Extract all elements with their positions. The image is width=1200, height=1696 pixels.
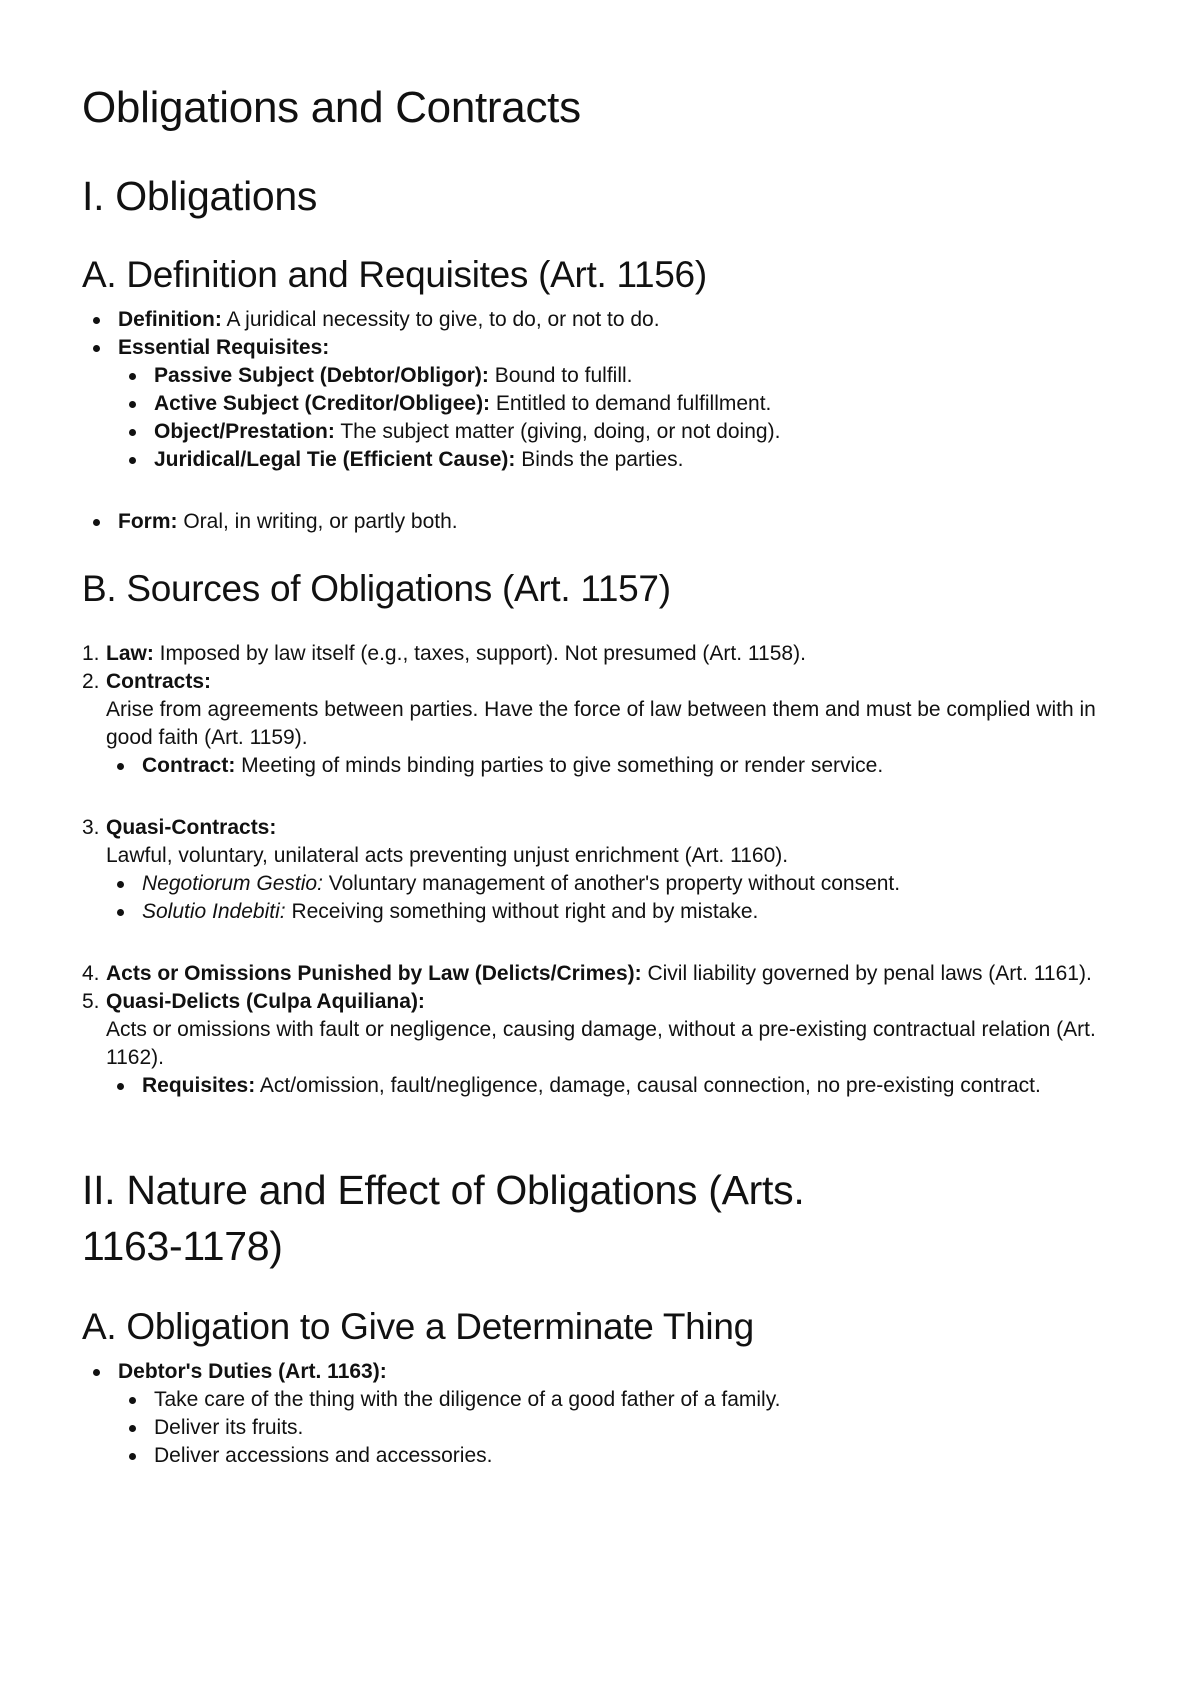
list-item-passive-subject (118, 362, 1118, 390)
list-item-object-prestation (118, 418, 1118, 446)
requisite-label: Passive Subject (Debtor/Obligor): (154, 364, 489, 387)
list-item-solutio-indebiti (106, 898, 1118, 926)
source-label: Law: (106, 642, 154, 665)
requisite-text: Entitled to demand fulfillment. (490, 392, 772, 415)
list-item-requisites (106, 1072, 1118, 1100)
source-text: Civil liability governed by penal laws (Art. 1161). (641, 962, 1092, 985)
form-text: Oral, in writing, or partly both. (177, 510, 458, 533)
list-item-duty: Take care of the thing with the diligence of a good father of a family. (118, 1386, 1118, 1414)
requisite-text: The subject matter (giving, doing, or not doing). (334, 420, 781, 443)
list-item-source-quasi-delicts (82, 988, 1118, 1100)
source-description: Arise from agreements between parties. Have the force of law between them and must be complied with in good faith (Art. 1159). (106, 698, 1096, 749)
source-label: Quasi-Contracts: (106, 816, 277, 839)
list-item-duty: Deliver accessions and accessories. (118, 1442, 1118, 1470)
sub-text: Meeting of minds binding parties to give something or render service. (235, 754, 884, 777)
list-number: 1. (82, 642, 100, 665)
sub-label: Requisites: (142, 1074, 256, 1097)
requisite-text: Binds the parties. (515, 448, 684, 471)
essential-requisites-label: Essential Requisites: (118, 336, 330, 359)
list-item-definition (82, 306, 1118, 334)
subsection-heading-sources: B. Sources of Obligations (Art. 1157) (82, 568, 671, 609)
list-item-form (82, 508, 1118, 536)
sub-text: Voluntary management of another's property without consent. (322, 872, 901, 895)
list-number: 3. (82, 816, 100, 839)
list-item-duty: Deliver its fruits. (118, 1414, 1118, 1442)
requisite-label: Active Subject (Creditor/Obligee): (154, 392, 491, 415)
list-number: 5. (82, 990, 100, 1013)
requisites-list (118, 362, 1118, 474)
list-item-active-subject (118, 390, 1118, 418)
duties-sublist (118, 1386, 1118, 1470)
duties-list (82, 1358, 1118, 1470)
list-item-essential-requisites (82, 334, 1118, 474)
list-item-source-delicts (82, 960, 1118, 988)
list-item-source-quasi-contracts (82, 814, 1118, 926)
list-number: 2. (82, 670, 100, 693)
definition-label: Definition: (118, 308, 222, 331)
sources-list (82, 640, 1118, 1100)
requisite-text: Bound to fulfill. (488, 364, 633, 387)
subsection-heading-definition: A. Definition and Requisites (Art. 1156) (82, 254, 707, 295)
requisite-label: Juridical/Legal Tie (Efficient Cause): (154, 448, 516, 471)
definition-text: A juridical necessity to give, to do, or not to do. (221, 308, 660, 331)
subsection-heading-determinate-thing: A. Obligation to Give a Determinate Thing (82, 1306, 754, 1347)
list-item-contract (106, 752, 1118, 780)
requisite-label: Object/Prestation: (154, 420, 335, 443)
sub-label: Negotiorum Gestio: (142, 872, 323, 895)
source-text: Imposed by law itself (e.g., taxes, support). Not presumed (Art. 1158). (153, 642, 806, 665)
duties-label: Debtor's Duties (Art. 1163): (118, 1360, 387, 1383)
source-sublist (106, 752, 1118, 780)
source-sublist (106, 870, 1118, 926)
sub-label: Solutio Indebiti: (142, 900, 286, 923)
list-item-negotiorum-gestio (106, 870, 1118, 898)
sub-text: Receiving something without right and by mistake. (285, 900, 759, 923)
source-description: Lawful, voluntary, unilateral acts preventing unjust enrichment (Art. 1160). (106, 844, 789, 867)
list-item-source-law (82, 640, 1118, 668)
source-label: Contracts: (106, 670, 212, 693)
source-label: Quasi-Delicts (Culpa Aquiliana): (106, 990, 425, 1013)
sub-text: Act/omission, fault/negligence, damage, causal connection, no pre-existing contract. (255, 1074, 1041, 1097)
section-heading-nature-effect: II. Nature and Effect of Obligations (Arts. 1163-1178) (82, 1167, 805, 1269)
document-title: Obligations and Contracts (82, 83, 581, 132)
list-item-debtor-duties (82, 1358, 1118, 1470)
definition-list (82, 306, 1118, 536)
source-description: Acts or omissions with fault or negligence, causing damage, without a pre-existing contractual relation (Art. 1162). (106, 1018, 1096, 1069)
source-label: Acts or Omissions Punished by Law (Delicts/Crimes): (106, 962, 642, 985)
section-heading-obligations: I. Obligations (82, 173, 318, 219)
source-sublist (106, 1072, 1118, 1100)
list-item-source-contracts (82, 668, 1118, 780)
sub-label: Contract: (142, 754, 236, 777)
list-item-juridical-tie (118, 446, 1118, 474)
list-number: 4. (82, 962, 100, 985)
form-label: Form: (118, 510, 178, 533)
